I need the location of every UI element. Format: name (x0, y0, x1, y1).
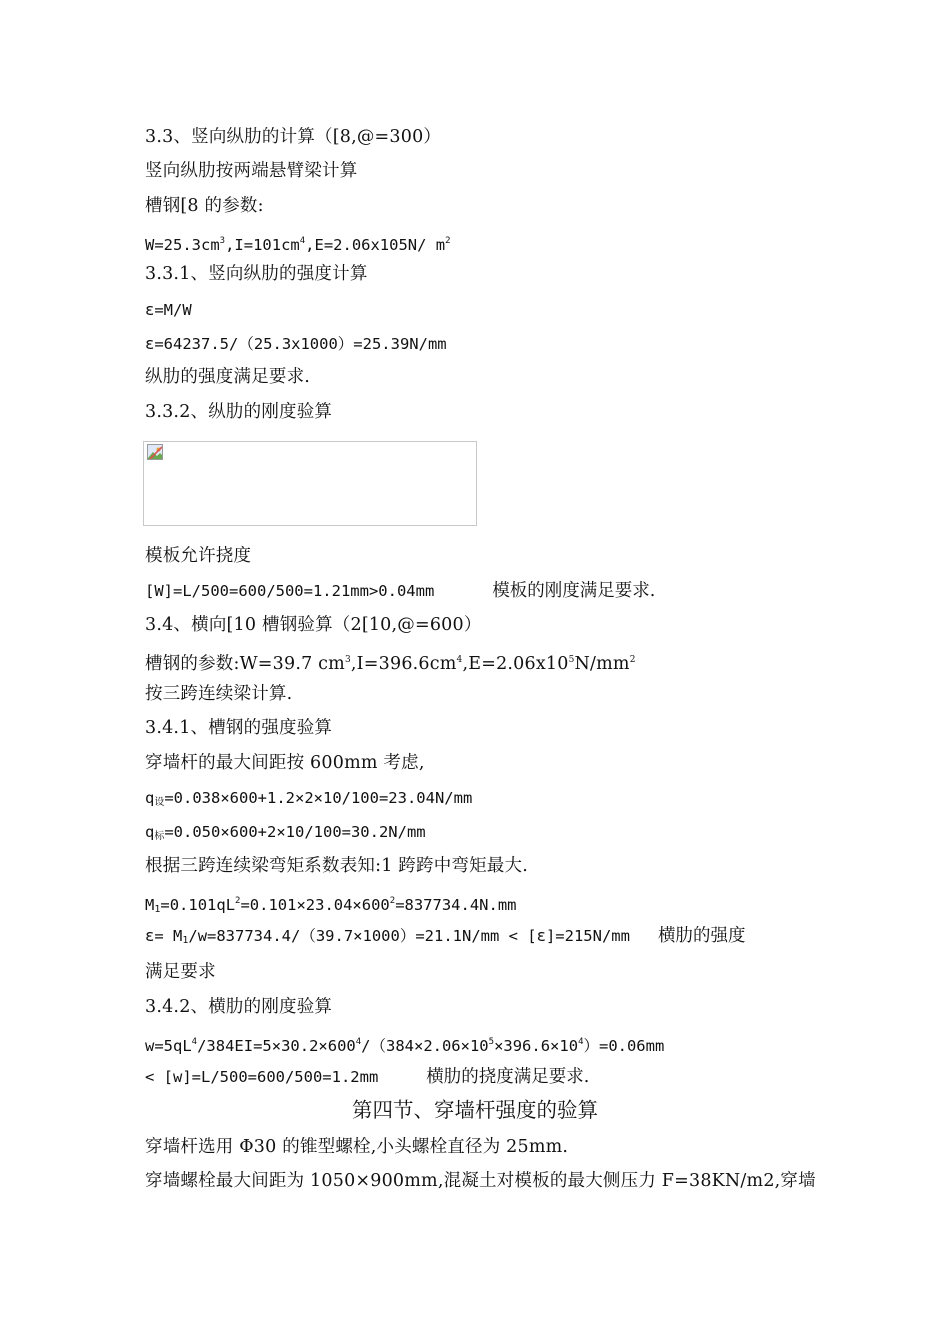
broken-image-icon (147, 444, 163, 460)
section-3-3-title: 3.3、竖向纵肋的计算（[8,@=300） (145, 127, 442, 147)
superscript: 4 (355, 1037, 362, 1047)
formula-line (145, 1030, 664, 1058)
formula-line (145, 579, 655, 603)
text-line: 纵肋的强度满足要求. (145, 367, 311, 387)
conclusion-text: 横肋的挠度满足要求. (426, 1067, 590, 1087)
text-line: 穿墙杆的最大间距按 600mm 考虑, (145, 753, 425, 773)
formula-part: W=25.3cm (145, 236, 220, 254)
formula-part: < [w]=L/500=600/500=1.2mm (145, 1068, 379, 1086)
formula-part: ,I=101cm (225, 236, 300, 254)
superscript: 2 (629, 655, 636, 665)
section-3-4-2-title: 3.4.2、横肋的刚度验算 (145, 997, 333, 1017)
formula-part: [W]=L/500=600/500=1.21mm>0.04mm (145, 582, 435, 600)
text-line: 按三跨连续梁计算. (145, 684, 293, 704)
formula-part: ）=0.06mm (583, 1037, 665, 1055)
formula-part: =0.038×600+1.2×2×10/100=23.04N/mm (164, 789, 473, 807)
superscript: 4 (456, 655, 463, 665)
formula-part: =0.050×600+2×10/100=30.2N/mm (164, 823, 426, 841)
formula-part: =0.101qL (160, 896, 236, 914)
subscript: 标 (154, 831, 165, 842)
subscript: 1 (182, 935, 189, 946)
text-line: 槽钢[8 的参数: (145, 196, 264, 216)
formula-part: ×396.6×10 (494, 1037, 579, 1055)
missing-image-frame (143, 441, 477, 526)
formula-line (145, 229, 451, 257)
conclusion-text: 横肋的强度 (657, 926, 746, 946)
superscript: 5 (568, 655, 575, 665)
formula-part: q (145, 823, 155, 841)
subscript: 设 (154, 797, 165, 808)
subscript: 1 (154, 904, 161, 915)
formula-line: ε=64237.5/（25.3x1000）=25.39N/mm (145, 335, 447, 353)
conclusion-text: 模板的刚度满足要求. (492, 581, 656, 601)
formula-line (145, 648, 636, 676)
formula-part: q (145, 789, 155, 807)
formula-part: ,I=396.6cm (350, 654, 457, 674)
text-line: 模板允许挠度 (145, 546, 252, 566)
text-line: 满足要求 (145, 962, 216, 982)
superscript: 3 (219, 236, 226, 246)
text-line: 竖向纵肋按两端悬臂梁计算 (145, 161, 358, 181)
formula-part: /384EI=5×30.2×600 (197, 1037, 356, 1055)
section-3-4-title: 3.4、横向[10 槽钢验算（2[10,@=600） (145, 615, 482, 635)
formula-part: ε= M (145, 927, 183, 945)
superscript: 4 (578, 1037, 584, 1047)
section-3-3-2-title: 3.3.2、纵肋的刚度验算 (145, 402, 333, 422)
superscript: 2 (445, 236, 451, 246)
formula-part: M (145, 896, 155, 914)
section-heading: 第四节、穿墙杆强度的验算 (352, 1098, 598, 1122)
text-line: 穿墙螺栓最大间距为 1050×900mm,混凝土对模板的最大侧压力 F=38KN/m2,穿墙 (145, 1171, 816, 1191)
formula-part: w=5qL (145, 1037, 192, 1055)
formula-line (145, 820, 426, 849)
formula-line: ε=M/W (145, 301, 192, 319)
superscript: 4 (191, 1037, 198, 1047)
formula-part: ,E=2.06x10 (462, 654, 569, 674)
formula-line (145, 924, 745, 953)
formula-line (145, 1065, 589, 1089)
formula-part: /（384×2.06×10 (361, 1037, 489, 1055)
superscript: 5 (488, 1037, 495, 1047)
formula-part: =0.101×23.04×600 (240, 896, 390, 914)
formula-line (145, 889, 517, 922)
superscript: 4 (299, 236, 306, 246)
formula-part: =837734.4N.mm (395, 896, 517, 914)
formula-part: N/mm (574, 654, 630, 674)
text-line: 穿墙杆选用 Φ30 的锥型螺栓,小头螺栓直径为 25mm. (145, 1137, 569, 1157)
formula-part: ,E=2.06x105N/ m (305, 236, 446, 254)
section-3-3-1-title: 3.3.1、竖向纵肋的强度计算 (145, 264, 368, 284)
text-line: 根据三跨连续梁弯矩系数表知:1 跨跨中弯矩最大. (145, 856, 528, 876)
superscript: 3 (344, 655, 351, 665)
formula-line (145, 786, 472, 815)
formula-part: 槽钢的参数:W=39.7 cm (145, 654, 345, 674)
formula-part: /w=837734.4/（39.7×1000）=21.1N/mm < [ε]=215N/mm (188, 927, 630, 945)
superscript: 2 (235, 896, 241, 906)
section-3-4-1-title: 3.4.1、槽钢的强度验算 (145, 718, 333, 738)
superscript: 2 (389, 896, 396, 906)
